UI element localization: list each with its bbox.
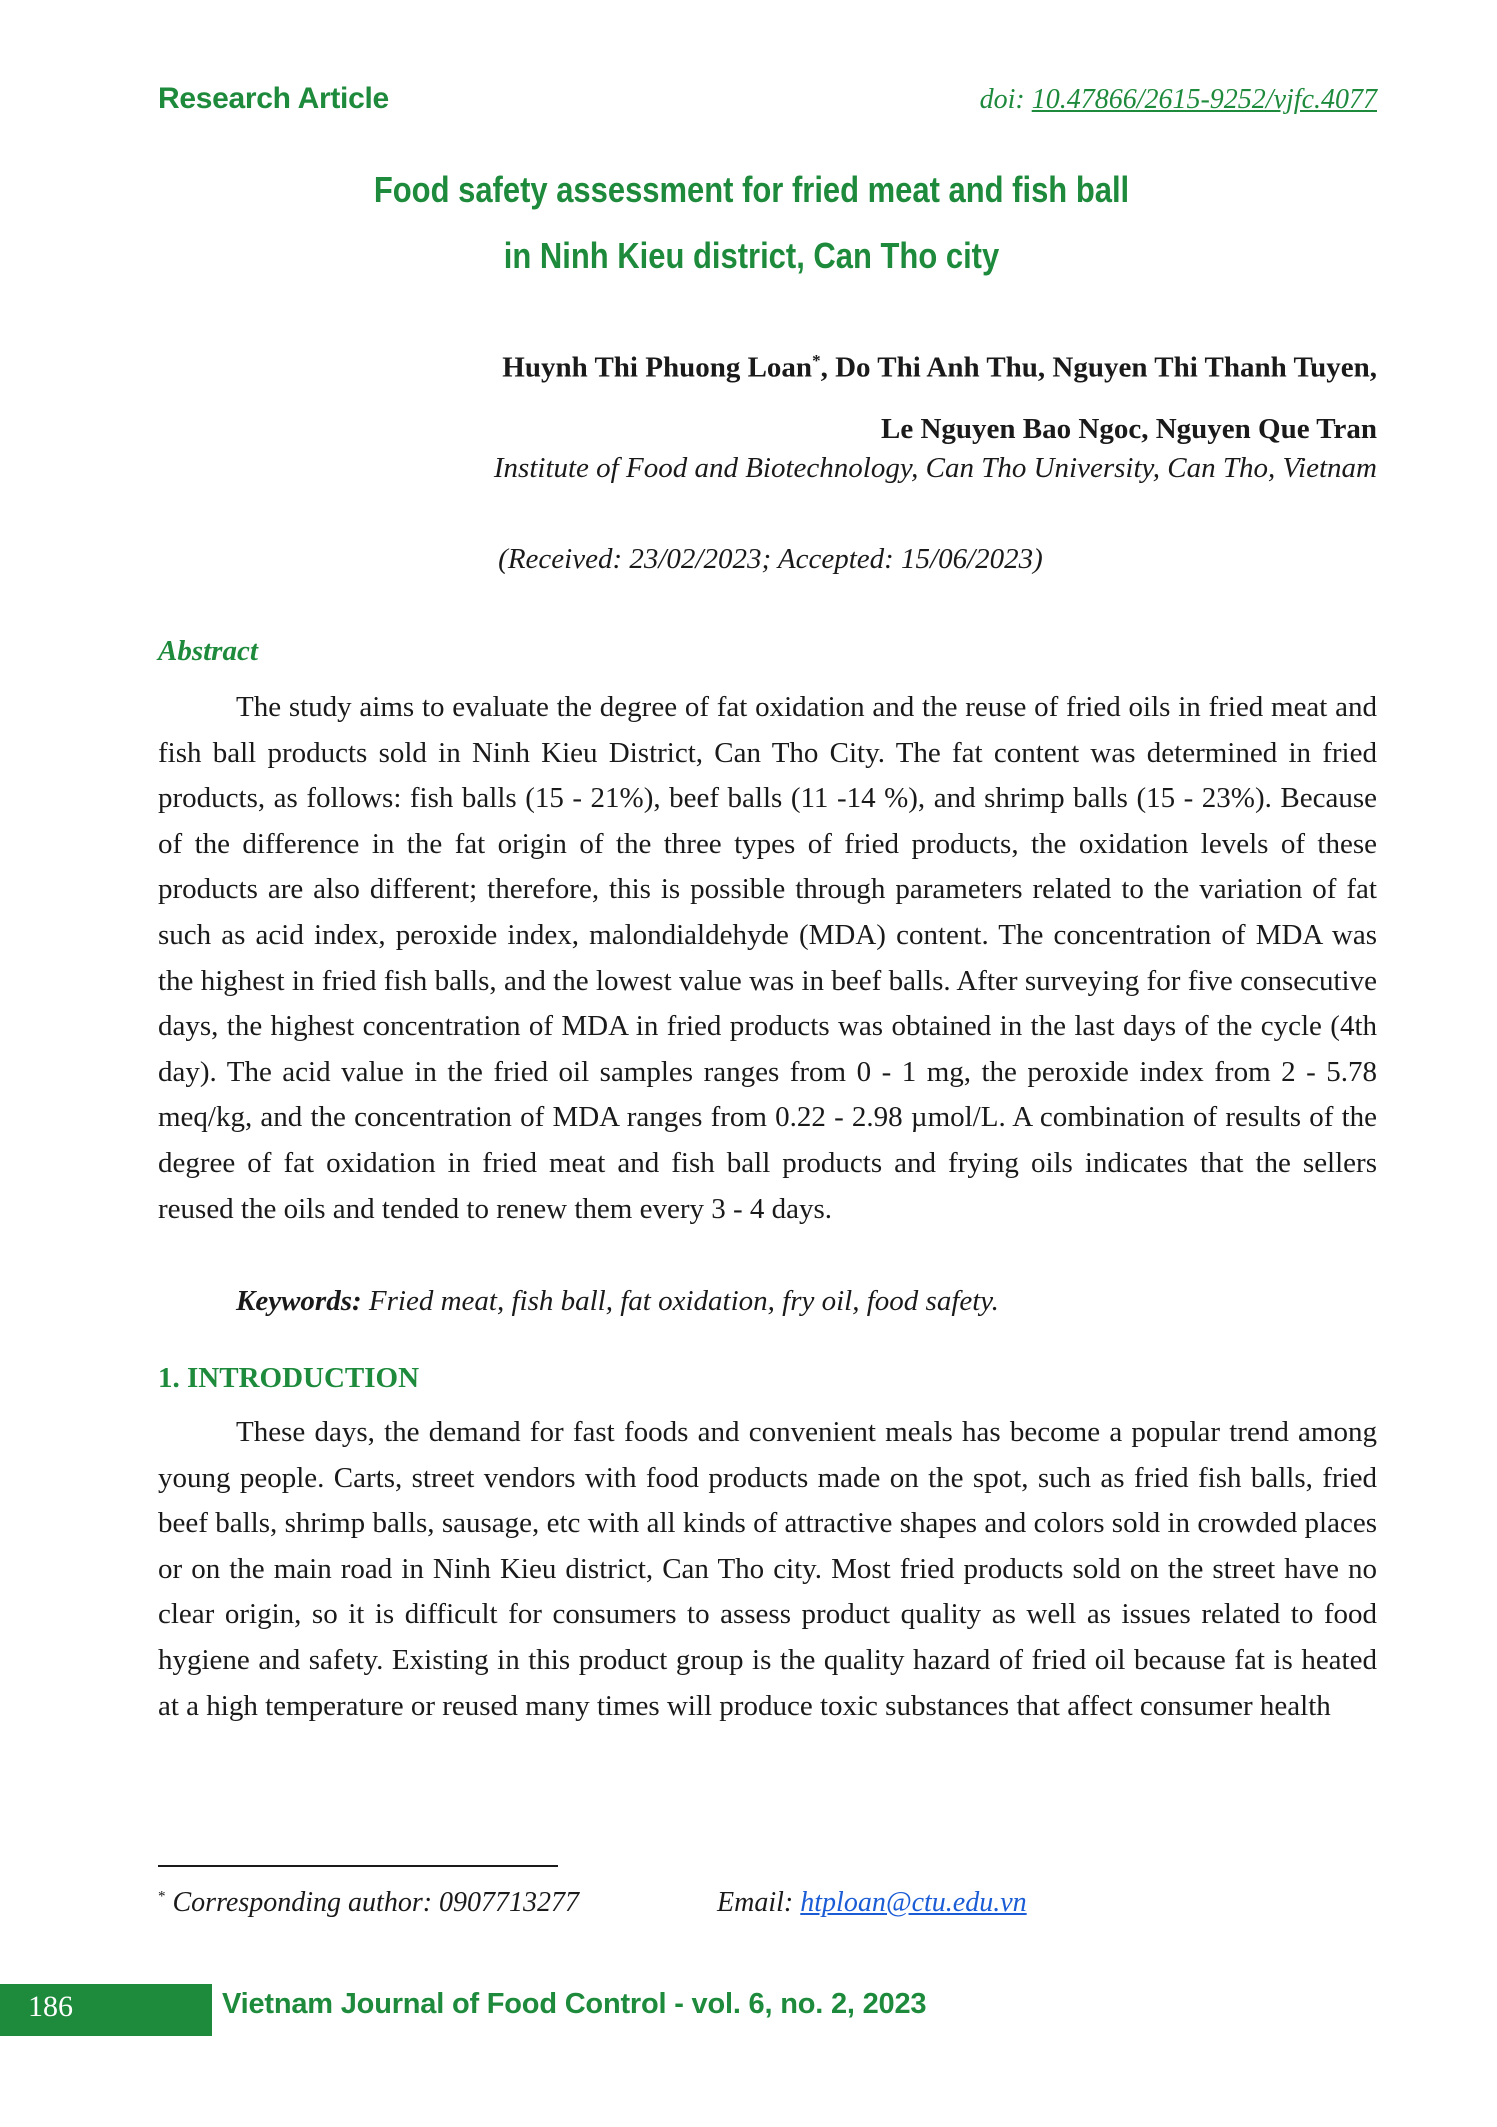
author-list [177,330,1377,460]
introduction-paragraph: These days, the demand for fast foods and convenient meals has become a popular trend among young people. Carts, street vendors with food products made on the spot, such as fried fish balls, fried beef balls, shrimp balls, sausage, etc with all kinds of attractive shapes and colors sold in crowded places or on the main road in Ninh Kieu district, Can Tho city. Most fried products sold on the street have no clear origin, so it is difficult for consumers to assess product quality as well as issues related to food hygiene and safety. Existing in this product group is the quality hazard of fried oil because fat is heated at a high temperature or reused many times will produce toxic substances that affect consumer health [158,1416,1377,1722]
email-label: Email: [717,1887,801,1918]
title-line-1: Food safety assessment for fried meat and fish ball [373,169,1130,210]
journal-name: Vietnam Journal of Food Control - vol. 6, no. 2, 2023 [222,1988,927,2020]
doi-prefix: doi: [979,84,1032,115]
keywords [236,1285,999,1318]
corresponding-star: * [812,351,821,370]
email-block [717,1887,1027,1918]
paper-title [108,157,1395,289]
title-line-2: in Ninh Kieu district, Can Tho city [503,235,1000,276]
corresponding-author-contact: Corresponding author: 0907713277 [165,1887,580,1918]
authors-rest: , Do Thi Anh Thu, Nguyen Thi Thanh Tuyen, [820,351,1377,384]
footnote [158,1887,1027,1919]
keywords-list: Fried meat, fish ball, fat oxidation, fry oil, food safety. [361,1285,999,1317]
affiliation: Institute of Food and Biotechnology, Can Tho University, Can Tho, Vietnam [493,452,1377,484]
corresponding-author-name: Huynh Thi Phuong Loan [502,351,813,384]
abstract-paragraph: The study aims to evaluate the degree of fat oxidation and the reuse of fried oils in fried meat and fish ball products sold in Ninh Kieu District, Can Tho City. The fat content was determined in fried products, as follows: fish balls (15 - 21%), beef balls (11 -14 %), and shrimp balls (15 - 23%). Because of the difference in the fat origin of the three types of fried products, the oxidation levels of these products are also different; therefore, this is possible through parameters related to the variation of fat such as acid index, peroxide index, malondialdehyde (MDA) content. The concentration of MDA was the highest in fried fish balls, and the lowest value was in beef balls. After surveying for five consecutive days, the highest concentration of MDA in fried products was obtained in the last days of the cycle (4th day). The acid value in the fried oil samples ranges from 0 - 1 mg, the peroxide index from 2 - 5.78 meq/kg, and the concentration of MDA ranges from 0.22 - 2.98 µmol/L. A combination of results of the degree of fat oxidation in fried meat and fish ball products and frying oils indicates that the sellers reused the oils and tended to renew them every 3 - 4 days. [158,691,1377,1225]
footnote-star: * [158,1888,166,1905]
received-dates: (Received: 23/02/2023; Accepted: 15/06/2023) [498,543,1043,575]
authors-line-2: Le Nguyen Bao Ngoc, Nguyen Que Tran [881,412,1377,445]
article-type-label: Research Article [158,82,389,115]
authors-line-1 [177,330,1377,399]
keywords-label: Keywords: [236,1285,362,1317]
footnote-divider [158,1865,558,1867]
introduction-heading: 1. INTRODUCTION [158,1362,420,1394]
doi [980,84,1377,116]
abstract-body [158,685,1377,1232]
introduction-body [158,1410,1377,1729]
abstract-heading: Abstract [158,635,258,667]
page-number: 186 [28,1990,73,2023]
email-link[interactable]: htploan@ctu.edu.vn [800,1887,1027,1918]
doi-link[interactable]: 10.47866/2615-9252/vjfc.4077 [1031,84,1377,115]
